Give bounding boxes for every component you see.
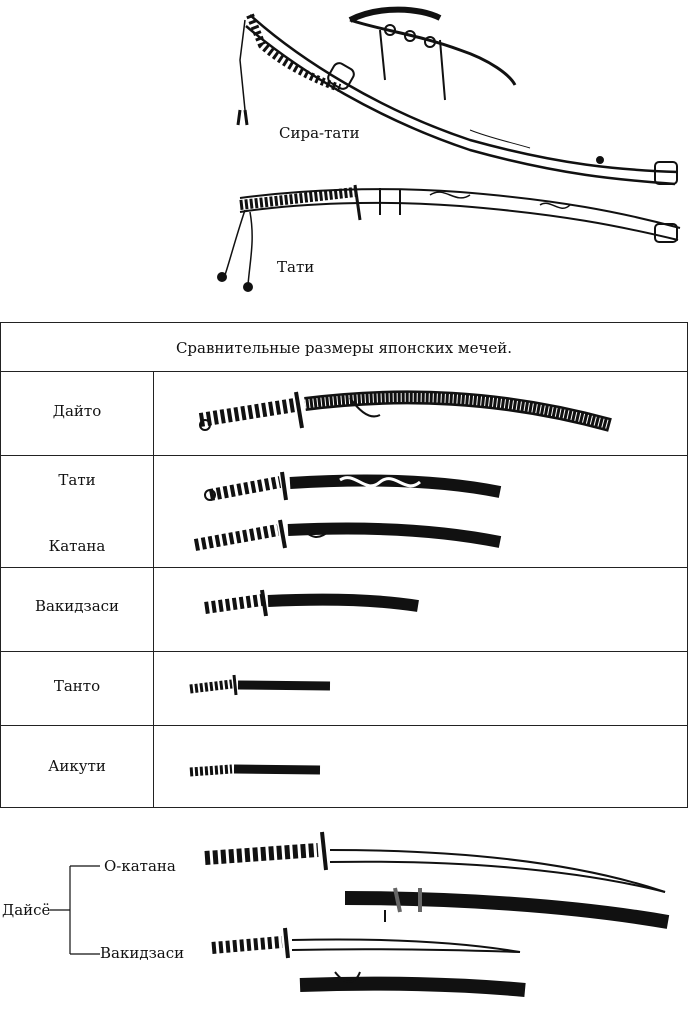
row-label-tanto: Танто <box>53 677 101 695</box>
row-label-katana: Катана <box>48 537 106 555</box>
o-katana-blade <box>205 832 665 892</box>
shira-tachi-label: Сира-тати <box>279 124 360 142</box>
daisho-label: Дайсё <box>2 901 51 919</box>
daisho-wakizashi-blade <box>212 928 520 958</box>
daisho-item-o-katana: О-катана <box>104 857 176 875</box>
daisho-item-wakizashi: Вакидзаси <box>100 944 185 962</box>
o-katana-scabbard <box>345 888 668 922</box>
table-title: Сравнительные размеры японских мечей. <box>175 339 513 357</box>
row-label-wakizashi: Вакидзаси <box>34 597 120 615</box>
row-label-aikuchi: Аикути <box>48 757 106 775</box>
daisho-wakizashi-scabbard <box>300 972 525 990</box>
tachi-label: Тати <box>277 258 315 276</box>
row-label-tachi: Тати <box>58 471 96 489</box>
row-label-daito: Дайто <box>52 402 102 420</box>
